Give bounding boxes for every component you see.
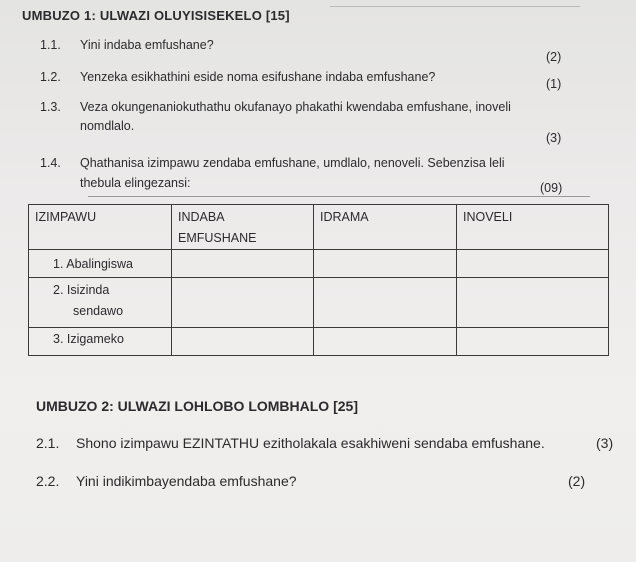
section-2-title: UMBUZO 2: ULWAZI LOHLOBO LOMBHALO [25] (36, 398, 358, 414)
question-1-1-number: 1.1. (40, 38, 61, 52)
table-row-label-cell (29, 250, 172, 278)
table-row-label-cell (29, 328, 172, 356)
row-number: 3. (53, 332, 64, 346)
table-cell[interactable] (314, 328, 457, 356)
question-1-2-marks: (1) (546, 77, 562, 91)
section-1-title: UMBUZO 1: ULWAZI OLUYISISEKELO [15] (22, 8, 290, 23)
question-2-1-marks: (3) (596, 435, 614, 451)
table-header-row (29, 205, 609, 250)
row-number: 2. (53, 283, 64, 297)
question-2-2-number: 2.2. (36, 473, 60, 489)
question-1-4-number: 1.4. (40, 156, 61, 170)
header-izimpawu: IZIMPAWU (35, 210, 97, 224)
question-1-2-number: 1.2. (40, 70, 61, 84)
table-header-cell (29, 205, 172, 250)
question-1-3-number: 1.3. (40, 100, 61, 114)
question-2-1-number: 2.1. (36, 435, 60, 451)
table-row (29, 328, 609, 356)
table-cell[interactable] (172, 278, 314, 328)
comparison-table (28, 204, 609, 356)
row-label-line1: Isizinda (66, 283, 110, 297)
question-1-3-text-line2: nomdlalo. (80, 119, 135, 133)
question-1-4-marks: (09) (540, 181, 563, 195)
header-idrama: IDRAMA (320, 210, 369, 224)
table-cell[interactable] (457, 250, 609, 278)
header-indaba-emfushane: INDABA EMFUSHANE (178, 210, 257, 245)
question-1-4-text-line2: thebula elingezansi: (80, 176, 191, 190)
question-1-4-text-line1: Qhathanisa izimpawu zendaba emfushane, umdlalo, nenoveli. Sebenzisa leli (80, 156, 505, 170)
table-row (29, 250, 609, 278)
question-2-2-text: Yini indikimbayendaba emfushane? (76, 473, 297, 489)
divider-rule (88, 196, 590, 197)
row-number: 1. (53, 257, 64, 271)
question-1-1-marks: (2) (546, 50, 562, 64)
table-header-cell (172, 205, 314, 250)
question-2-2-marks: (2) (568, 473, 586, 489)
question-2-1-text: Shono izimpawu EZINTATHU ezitholakala esakhiweni sendaba emfushane. (76, 435, 545, 451)
table-header-cell (457, 205, 609, 250)
question-1-1-text: Yini indaba emfushane? (80, 38, 214, 52)
table-cell[interactable] (457, 278, 609, 328)
table-header-cell (314, 205, 457, 250)
header-inoveli: INOVELI (463, 210, 513, 224)
table-cell[interactable] (172, 328, 314, 356)
table-row-label-cell (29, 278, 172, 328)
question-1-3-marks: (3) (546, 131, 562, 145)
table-cell[interactable] (314, 250, 457, 278)
question-1-3-text-line1: Veza okungenaniokuthathu okufanayo phakathi kwendaba emfushane, inoveli (80, 100, 511, 114)
top-rule (330, 6, 580, 7)
table-row (29, 278, 609, 328)
table-cell[interactable] (314, 278, 457, 328)
row-label-line2: sendawo (73, 304, 124, 318)
row-label: Abalingiswa (66, 257, 133, 271)
question-1-2-text: Yenzeka esikhathini eside noma esifushane indaba emfushane? (80, 70, 436, 84)
table-cell[interactable] (457, 328, 609, 356)
row-label: Izigameko (66, 332, 124, 346)
table-cell[interactable] (172, 250, 314, 278)
